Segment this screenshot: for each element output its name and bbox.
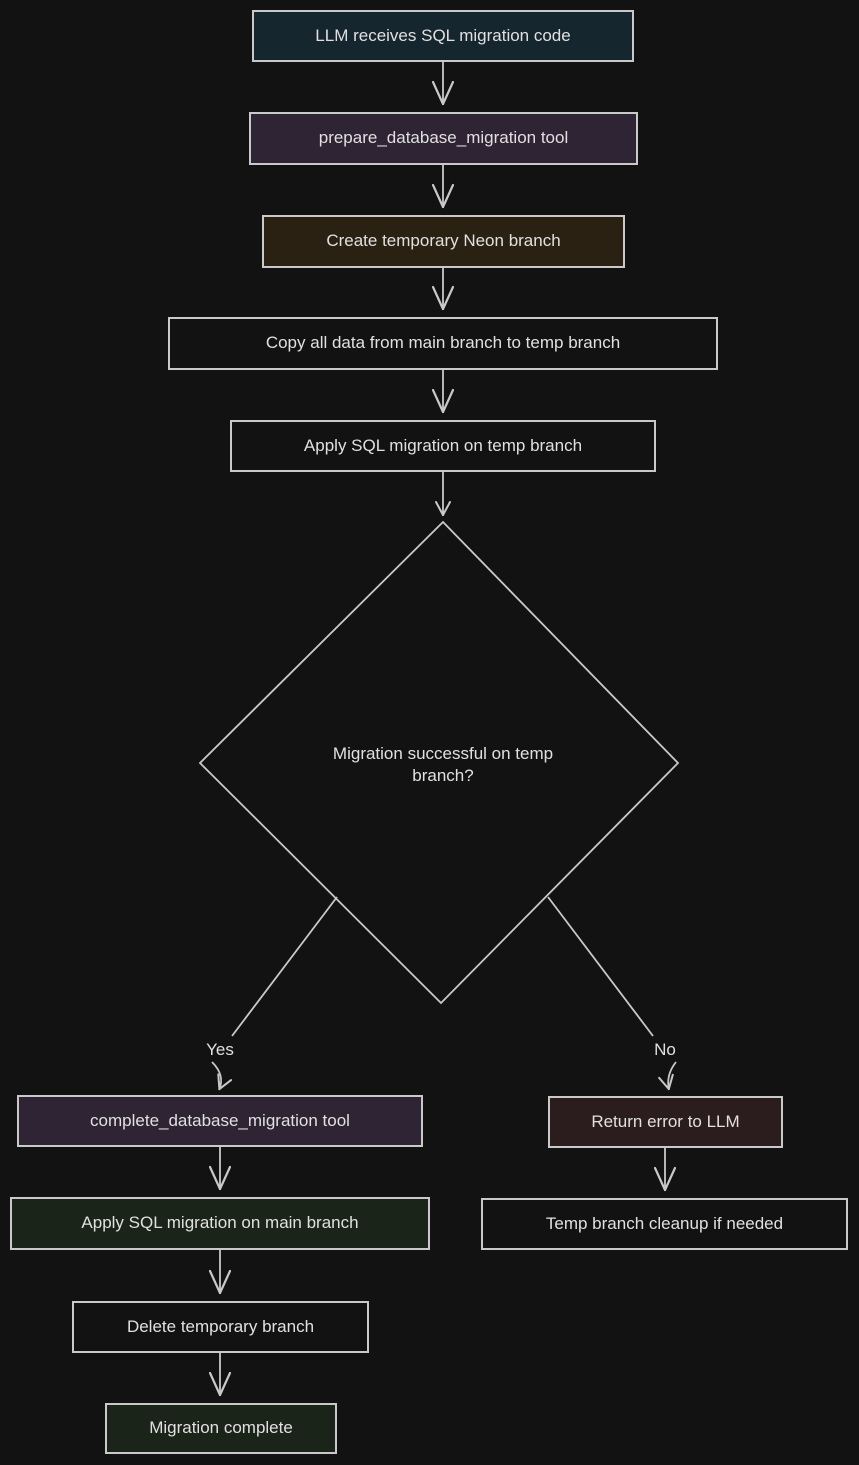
node-apply-main: Apply SQL migration on main branch: [10, 1197, 430, 1250]
edge-decision-no-hook: [668, 1062, 676, 1090]
node-delete-branch: Delete temporary branch: [72, 1301, 369, 1353]
node-llm-receives: LLM receives SQL migration code: [252, 10, 634, 62]
node-cleanup: Temp branch cleanup if needed: [481, 1198, 848, 1250]
node-decision-label: Migration successful on temp branch?: [332, 743, 554, 785]
edge-label-no: No: [654, 1040, 676, 1059]
edge-decision-yes-line: [232, 897, 337, 1036]
node-apply-temp: Apply SQL migration on temp branch: [230, 420, 656, 472]
edge-decision-no-line: [548, 897, 653, 1036]
node-copy-data: Copy all data from main branch to temp branch: [168, 317, 718, 370]
node-migration-complete: Migration complete: [105, 1403, 337, 1454]
node-create-branch: Create temporary Neon branch: [262, 215, 625, 268]
edge-decision-yes-hook: [212, 1062, 221, 1090]
node-complete-tool: complete_database_migration tool: [17, 1095, 423, 1147]
edge-label-yes: Yes: [206, 1040, 234, 1059]
node-return-error: Return error to LLM: [548, 1096, 783, 1148]
node-prepare-tool: prepare_database_migration tool: [249, 112, 638, 165]
